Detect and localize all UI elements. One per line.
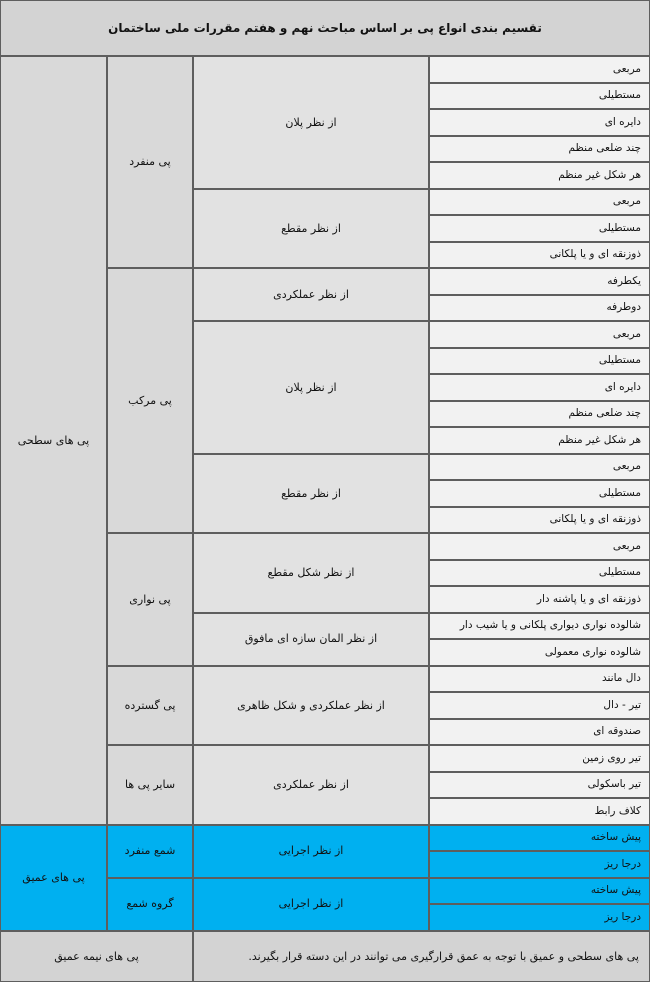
- item-cell: هر شکل غیر منظم: [429, 427, 650, 454]
- item-cell: دایره ای: [429, 109, 650, 136]
- criterion-cell: از نظر عملکردی و شکل ظاهری: [193, 666, 429, 746]
- criterion-cell: از نظر شکل مقطع: [193, 533, 429, 613]
- deep-foundations-label: پی های عمیق: [0, 825, 107, 931]
- semi-deep-foundations-label: پی های نیمه عمیق: [0, 931, 193, 982]
- item-cell: یکطرفه: [429, 268, 650, 295]
- item-cell: مستطیلی: [429, 83, 650, 110]
- criterion-cell: از نظر اجرایی: [193, 878, 429, 931]
- item-cell: مربعی: [429, 454, 650, 481]
- item-cell: مستطیلی: [429, 480, 650, 507]
- item-cell: دایره ای: [429, 374, 650, 401]
- item-cell: درجا ریز: [429, 851, 650, 878]
- item-cell: تیر باسکولی: [429, 772, 650, 799]
- group-cell: سایر پی ها: [107, 745, 193, 825]
- page-title: تقسیم بندی انواع پی بر اساس مباحث نهم و هفتم مقررات ملی ساختمان: [0, 0, 650, 56]
- item-cell: مستطیلی: [429, 348, 650, 375]
- item-cell: مربعی: [429, 533, 650, 560]
- item-cell: چند ضلعی منظم: [429, 136, 650, 163]
- item-cell: مربعی: [429, 56, 650, 83]
- item-cell: چند ضلعی منظم: [429, 401, 650, 428]
- shallow-foundations-label: پی های سطحی: [0, 56, 107, 825]
- semi-deep-note: پی های سطحی و عمیق با توجه به عمق قرارگیری می توانند در این دسته قرار بگیرند.: [193, 931, 650, 982]
- group-cell: پی مرکب: [107, 268, 193, 533]
- item-cell: تیر روی زمین: [429, 745, 650, 772]
- criterion-cell: از نظر عملکردی: [193, 745, 429, 825]
- criterion-cell: از نظر اجرایی: [193, 825, 429, 878]
- item-cell: پیش ساخته: [429, 825, 650, 852]
- item-cell: کلاف رابط: [429, 798, 650, 825]
- group-cell: پی نواری: [107, 533, 193, 666]
- item-cell: دوطرفه: [429, 295, 650, 322]
- item-cell: تیر - دال: [429, 692, 650, 719]
- criterion-cell: از نظر المان سازه ای مافوق: [193, 613, 429, 666]
- item-cell: شالوده نواری معمولی: [429, 639, 650, 666]
- criterion-cell: از نظر پلان: [193, 56, 429, 189]
- criterion-cell: از نظر مقطع: [193, 454, 429, 534]
- item-cell: صندوقه ای: [429, 719, 650, 746]
- item-cell: هر شکل غیر منظم: [429, 162, 650, 189]
- item-cell: دال مانند: [429, 666, 650, 693]
- item-cell: ذوزنقه ای و یا پلکانی: [429, 507, 650, 534]
- item-cell: مربعی: [429, 189, 650, 216]
- item-cell: مستطیلی: [429, 560, 650, 587]
- criterion-cell: از نظر مقطع: [193, 189, 429, 269]
- item-cell: ذوزنقه ای و یا پاشنه دار: [429, 586, 650, 613]
- criterion-cell: از نظر عملکردی: [193, 268, 429, 321]
- group-cell: گروه شمع: [107, 878, 193, 931]
- group-cell: پی منفرد: [107, 56, 193, 268]
- item-cell: درجا ریز: [429, 904, 650, 931]
- item-cell: پیش ساخته: [429, 878, 650, 905]
- group-cell: پی گسترده: [107, 666, 193, 746]
- item-cell: مربعی: [429, 321, 650, 348]
- item-cell: ذوزنقه ای و یا پلکانی: [429, 242, 650, 269]
- item-cell: مستطیلی: [429, 215, 650, 242]
- group-cell: شمع منفرد: [107, 825, 193, 878]
- criterion-cell: از نظر پلان: [193, 321, 429, 454]
- item-cell: شالوده نواری دیواری پلکانی و یا شیب دار: [429, 613, 650, 640]
